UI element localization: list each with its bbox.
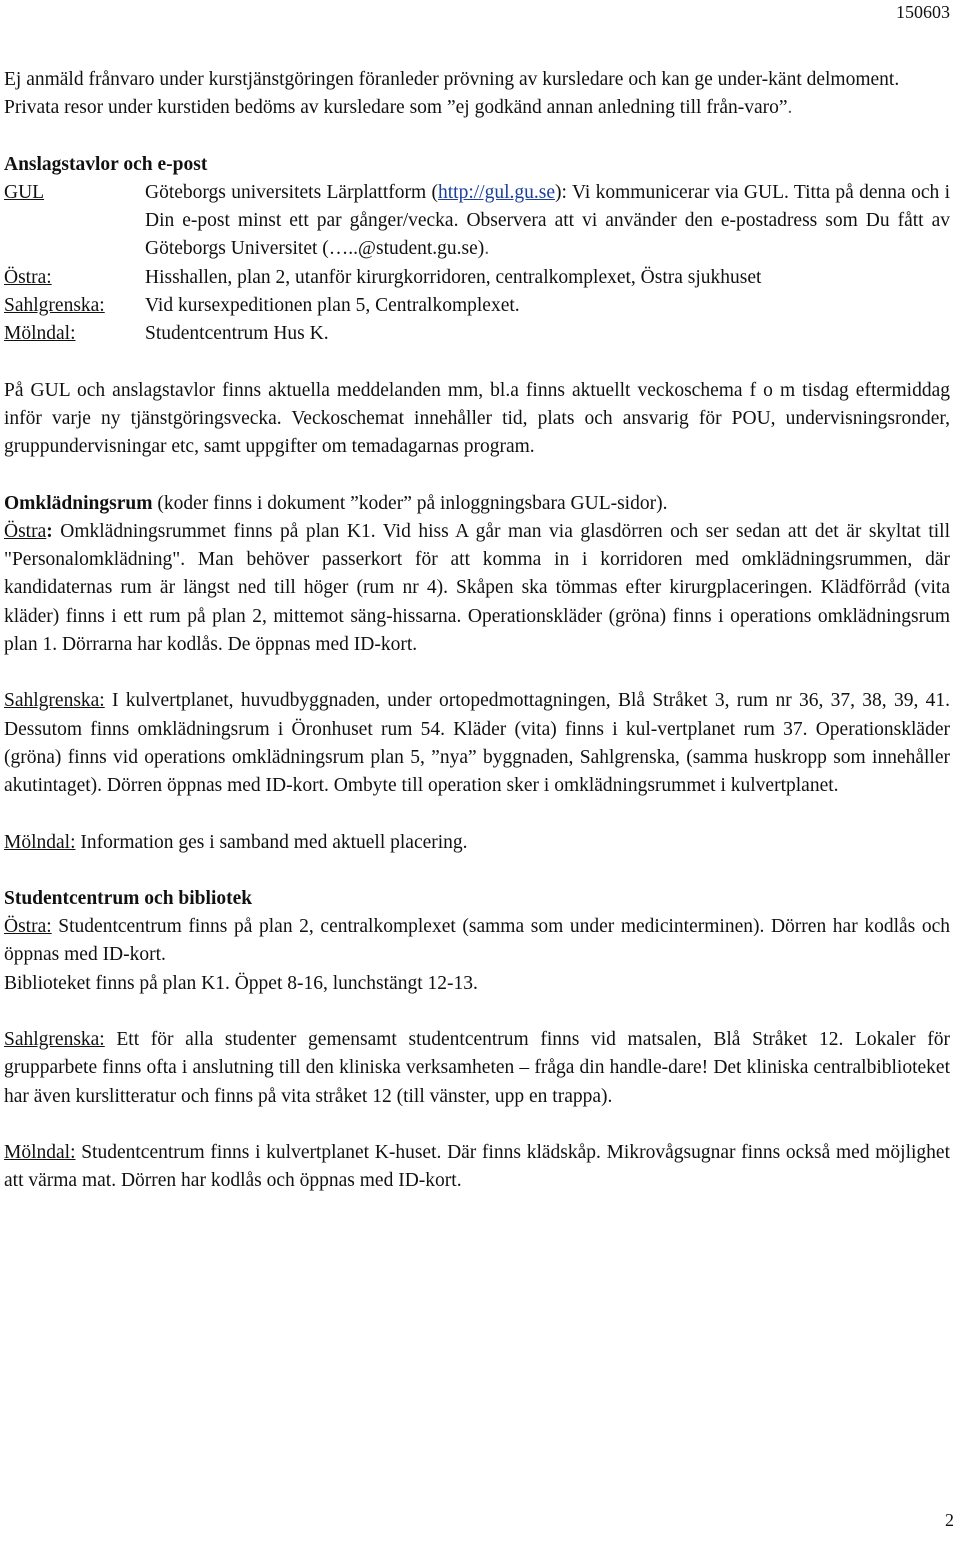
- document-body: [4, 66, 950, 1196]
- definition-row-sahlgrenska: [4, 292, 950, 320]
- omkladningsrum-heading-note: (koder finns i dokument ”koder” på inloggningsbara GUL-sidor).: [152, 492, 668, 514]
- ostra-text: Studentcentrum finns på plan 2, centralkomplexet (samma som under medicinterminen). Dörren har kodlås och öppnas med ID-kort.: [4, 916, 950, 966]
- spacer: [4, 659, 950, 687]
- sahlgrenska-label: Sahlgrenska:: [4, 1029, 105, 1051]
- term-gul: GUL: [4, 181, 45, 203]
- spacer: [4, 857, 950, 885]
- private-travel-text: Privata resor under kurstiden bedöms av kursledare som ”ej godkänd annan anledning till från-varo”: [4, 97, 788, 119]
- definition-row-molndal: [4, 320, 950, 348]
- spacer: [4, 998, 950, 1026]
- page-number: 2: [945, 1510, 954, 1530]
- sahlgrenska-label: Sahlgrenska:: [4, 690, 105, 712]
- omkladningsrum-sahlgrenska-paragraph: [4, 687, 950, 800]
- gul-info-paragraph: På GUL och anslagstavlor finns aktuella meddelanden mm, bl.a finns aktuellt veckoschema f o m tisdag eftermiddag inför varje ny tjänstgöringsvecka. Veckoschemat innehåller tid, plats och ansvarig för POU, undervisningsronder, gruppundervisningar etc, samt uppgifter om temadagarnas program.: [4, 379, 950, 458]
- definition-ostra: Hisshallen, plan 2, utanför kirurgkorridoren, centralkomplexet, Östra sjukhuset: [145, 266, 762, 288]
- section-heading-studentcentrum: Studentcentrum och bibliotek: [4, 887, 253, 909]
- spacer: [4, 462, 950, 490]
- library-paragraph: Biblioteket finns på plan K1. Öppet 8-16, lunchstängt 12-13.: [4, 972, 478, 994]
- private-travel-period: .: [787, 97, 793, 119]
- absence-paragraph: Ej anmäld frånvaro under kurstjänstgöringen föranleder prövning av kursledare och kan ge under-känt delmoment.: [4, 69, 900, 90]
- definition-row-gul: [4, 179, 950, 264]
- term-molndal: Mölndal:: [4, 323, 76, 345]
- gul-text-start: Göteborgs universitets Lärplattform (: [145, 181, 439, 203]
- gul-link[interactable]: http://gul.gu.se: [438, 181, 556, 203]
- document-code: 150603: [896, 2, 950, 22]
- ostra-text: Omklädningsrummet finns på plan K1. Vid hiss A går man via glasdörren och ser sedan att det är skyltat till "Personalomklädning". Man behöver passerkort för att komma in i korridoren med omklädningsrummen, där kandidaternas rum är längst ned till höger (rum nr 4). Skåpen ska tömmas efter kirurgplaceringen. Klädförråd (vita kläder) finns i ett rum på plan 2, mittemot säng-hissarna. Operationskläder (gröna) finns i operations omklädningsrum plan 1. Dörrarna har kodlås. De öppnas med ID-kort.: [4, 520, 950, 656]
- studentcentrum-sahlgrenska-paragraph: [4, 1026, 950, 1111]
- definition-molndal: Studentcentrum Hus K.: [145, 323, 329, 345]
- definition-gul: [145, 179, 950, 264]
- omkladningsrum-ostra-paragraph: [4, 518, 950, 659]
- private-travel-paragraph: [4, 94, 950, 122]
- ostra-label: Östra:: [4, 916, 52, 938]
- molndal-text: Information ges i samband med aktuell placering.: [75, 831, 468, 853]
- definition-sahlgrenska: Vid kursexpeditionen plan 5, Centralkomplexet.: [145, 295, 520, 317]
- ostra-label: Östra: [4, 520, 47, 542]
- spacer: [4, 349, 950, 377]
- molndal-label: Mölndal:: [4, 831, 76, 853]
- section-heading-omkladningsrum: [4, 490, 950, 518]
- gul-text-period: .: [484, 238, 490, 260]
- sahlgrenska-text: Ett för alla studenter gemensamt studentcentrum finns vid matsalen, Blå Stråket 12. Lokaler för grupparbete finns ofta i anslutning till den kliniska verksamheten – fråga din handle-dare! Det kliniska centralbiblioteket har även kurslitteratur och finns på vita stråket 12 (till vänster, upp en trappa).: [4, 1029, 950, 1107]
- sahlgrenska-text: I kulvertplanet, huvudbyggnaden, under ortopedmottagningen, Blå Stråket 3, rum nr 36, 37, 38, 39, 41. Dessutom finns omklädningsrum i Öronhuset rum 54. Kläder (vita) finns i kul-vertplanet rum 37. Operationskläder (gröna) finns vid operations omklädningsrum plan 5, ”nya” byggnaden, Sahlgrenska, (samma huskropp som innehåller akutintaget). Dörren öppnas med ID-kort. Ombyte till operation sker i omklädningsrummet i kulvertplanet.: [4, 690, 950, 797]
- section-heading-anslagstavlor: Anslagstavlor och e-post: [4, 153, 208, 175]
- molndal-text: Studentcentrum finns i kulvertplanet K-huset. Där finns klädskåp. Mikrovågsugnar finns också med möjlighet att värma mat. Dörren har kodlås och öppnas med ID-kort.: [4, 1141, 950, 1192]
- spacer: [4, 1111, 950, 1139]
- spacer: [4, 801, 950, 829]
- studentcentrum-molndal-paragraph: [4, 1139, 950, 1196]
- term-sahlgrenska: Sahlgrenska:: [4, 295, 105, 317]
- molndal-label: Mölndal:: [4, 1141, 76, 1163]
- omkladningsrum-molndal-paragraph: [4, 829, 950, 857]
- gul-text-rest: ): Vi kommunicerar via GUL. Titta på denna och i Din e-post minst ett par gånger/vecka. Observera att vi använder den e-postadress som Du fått av Göteborgs Universitet (…..@student.gu.se): [145, 181, 951, 260]
- definition-row-ostra: [4, 264, 950, 292]
- ostra-colon: :: [46, 520, 53, 542]
- studentcentrum-ostra-paragraph: [4, 913, 950, 970]
- noticeboard-definition-list: [4, 179, 950, 349]
- omkladningsrum-heading: Omklädningsrum: [4, 492, 153, 514]
- spacer: [4, 123, 950, 151]
- term-ostra: Östra:: [4, 266, 52, 288]
